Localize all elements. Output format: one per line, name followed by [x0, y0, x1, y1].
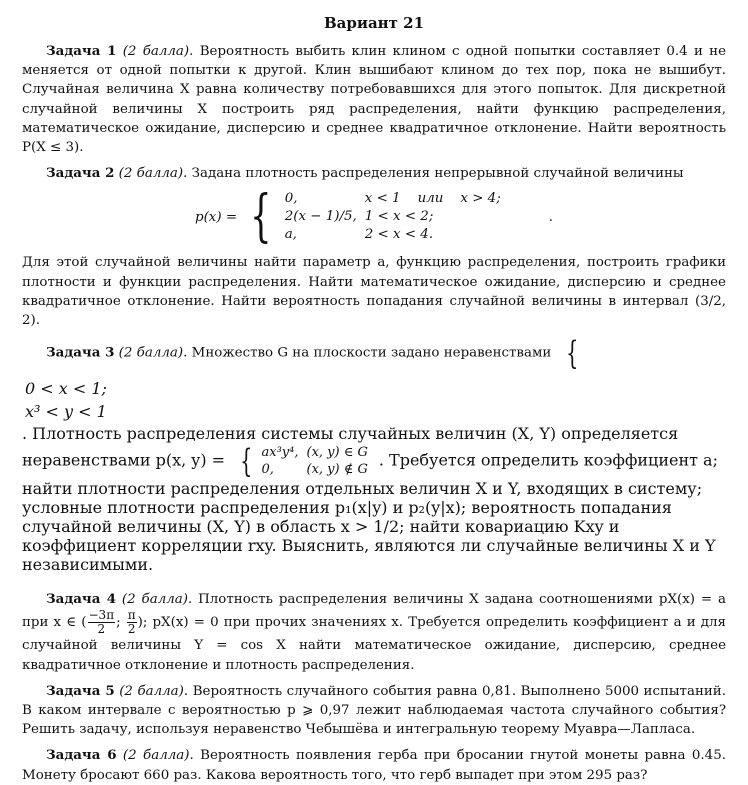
page-title: Вариант 21	[323, 14, 425, 32]
task-3-points: (2 балла).	[118, 345, 188, 361]
formula-tail: .	[548, 209, 553, 225]
joint-density-system	[233, 443, 376, 479]
task-2	[22, 164, 726, 183]
case-cond: x < 1 или x > 4;	[364, 191, 501, 207]
fraction-upper-bound	[127, 609, 137, 636]
task-2-label: Задача 2	[46, 165, 115, 182]
case-cond: (x, y) ∉ G	[306, 462, 368, 478]
task-5-label: Задача 5	[46, 682, 115, 699]
task-4-points: (2 балла).	[121, 592, 193, 608]
left-brace: {	[565, 334, 578, 373]
case-cond: 2 < x < 4.	[364, 227, 434, 243]
task-4	[22, 590, 726, 675]
case-expr: ax³y⁴,	[261, 445, 299, 461]
left-brace: {	[240, 442, 253, 481]
task-3-part3: . Требуется определить коэффициент a; найти плотности распределения отдельных величин X и Y, входящих в систему; условные плотности распределения p₁(x|y) и p₂(y|x); вероятность попадания случайной величины (X, Y) в область x > 1/2; найти ковариацию Kxy и коэффициент корреляции rxy. Выяснить, являются ли случайные величины X и Y независимыми.	[22, 450, 718, 575]
fraction-denominator: 2	[127, 622, 136, 637]
task-1-points: (2 балла).	[122, 44, 194, 59]
task-6-label: Задача 6	[46, 747, 117, 764]
case-expr: 2(x − 1)/5,	[284, 209, 357, 225]
set-g-system	[559, 334, 585, 373]
case-expr: 0,	[261, 462, 274, 478]
task-3-part2: . Плотность распределения системы случайных величин (X, Y) определяется неравенствами p(x, y) =	[22, 424, 679, 470]
case-cond: (x, y) ∈ G	[306, 445, 368, 461]
task-4-part2: ); pX(x) = 0 при прочих значениях x. Требуется определить коэффициент a и для случайной величины Y = cos X найти математическое ожидание, дисперсию, среднее квадратичное отклонение и плотность распределения.	[22, 615, 726, 673]
task-3	[22, 334, 726, 373]
formula-lhs: p(x) =	[195, 209, 238, 225]
case-expr: 0,	[284, 191, 298, 207]
task-2-density-formula	[22, 184, 726, 250]
inequality: x³ < y < 1	[25, 402, 107, 422]
case-row	[285, 226, 509, 244]
task-2-text: Для этой случайной величины найти параметр a, функцию распределения, построить графики плотности и функции распределения. Найти математическое ожидание, дисперсию и среднее квадратичное отклонение. Найти вероятность попадания случайной величины в интервал (3/2, 2).	[22, 255, 726, 329]
fraction-numerator: −3π	[88, 608, 115, 623]
task-2-points: (2 балла).	[118, 166, 188, 182]
fraction-numerator: π	[127, 608, 136, 623]
task-5-points: (2 балла).	[119, 683, 189, 699]
task-1-text: Вероятность выбить клин клином с одной попытки составляет 0.4 и не меняется от одной попытки к другой. Клин вышибают клином до тех пор, пока не вышибут. Случайная величина X равна количеству потребовавшихся для этого попыток. Для дискретной случайной величины X построить ряд распределения, найти функцию распределения, математическое ожидание, дисперсию и среднее квадратичное отклонение. Найти вероятность P(X ≤ 3).	[22, 44, 726, 156]
task-3-label: Задача 3	[46, 344, 115, 361]
task-4-part1: Плотность распределения величины X задана соотношениями pX(x) = a при x ∈ (	[22, 592, 726, 631]
case-cond: 1 < x < 2;	[364, 209, 434, 225]
fraction-lower-bound	[88, 609, 116, 636]
task-2-intro: Задана плотность распределения непрерывной случайной величины	[191, 166, 684, 182]
task-6-points: (2 балла).	[122, 748, 194, 764]
task-5-text: Вероятность случайного события равна 0,81. Выполнено 5000 испытаний. В каком интервале с вероятностью p ⩾ 0,97 лежит наблюдаемая частота случайного события? Решить задачу, используя неравенство Чебышёва и интегральную теорему Муавра—Лапласа.	[22, 683, 726, 738]
task-3-part1: Множество G на плоскости задано неравенствами	[191, 345, 552, 361]
inequality: 0 < x < 1;	[25, 379, 107, 399]
task-6	[22, 746, 726, 784]
interval-separator: ;	[116, 615, 121, 631]
case-row	[285, 190, 509, 208]
system-table	[260, 443, 376, 479]
task-1-label: Задача 1	[46, 43, 117, 59]
piecewise-table	[285, 190, 509, 244]
fraction-denominator: 2	[97, 622, 106, 637]
case-expr: a,	[284, 227, 297, 243]
task-6-text: Вероятность появления герба при бросании гнутой монеты равна 0.45. Монету бросают 660 раз. Какова вероятность того, что герб выпадет при этом 295 раз?	[22, 748, 726, 783]
task-1	[22, 42, 726, 157]
case-row	[285, 208, 509, 226]
system-table	[22, 376, 110, 424]
task-4-label: Задача 4	[46, 591, 117, 608]
left-brace: {	[250, 184, 272, 250]
